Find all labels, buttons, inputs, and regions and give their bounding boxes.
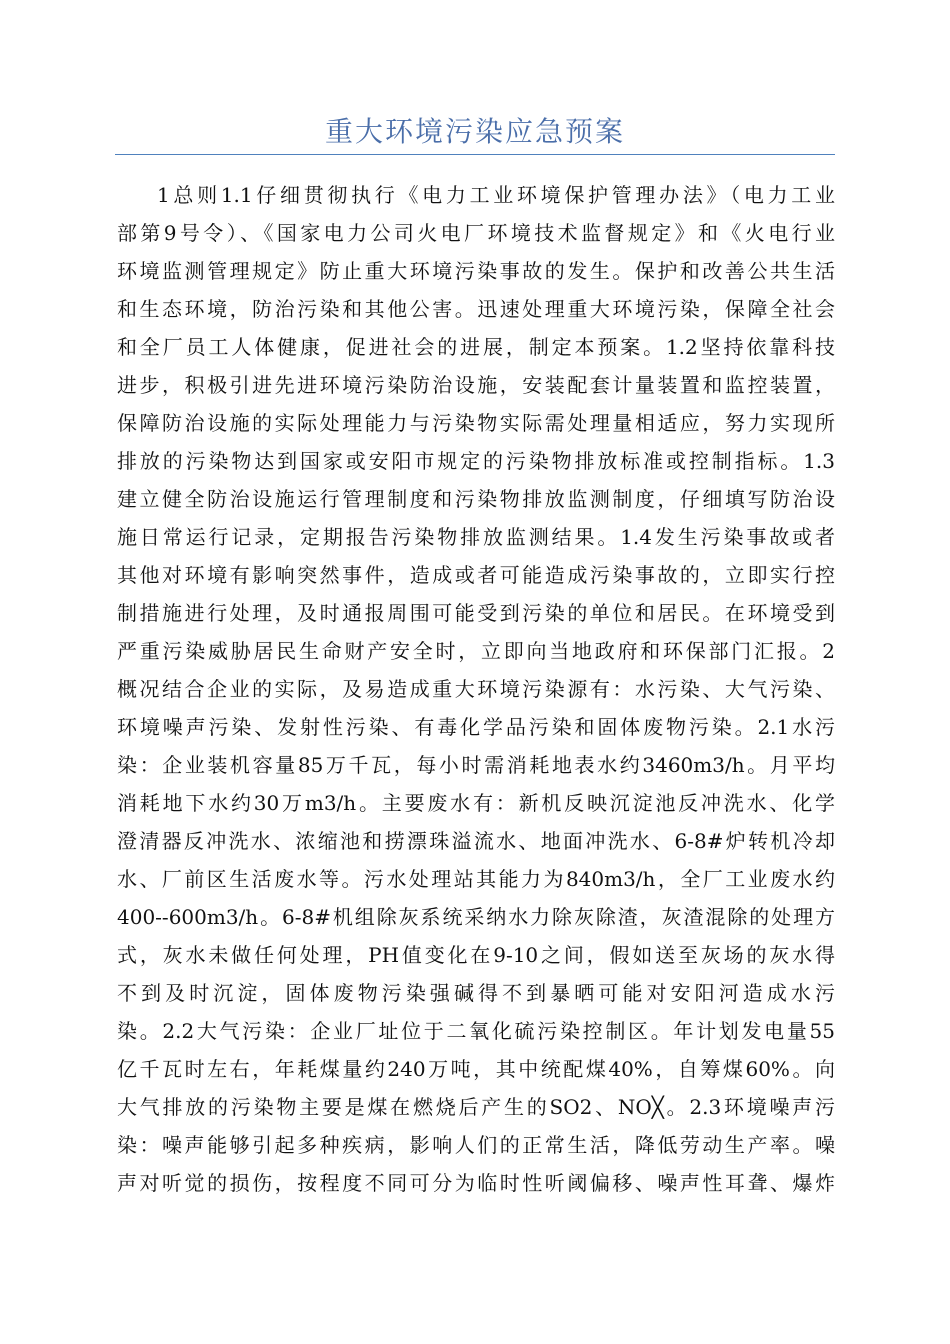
body-line: 染。2.2大气污染：企业厂址位于二氧化硫污染控制区。年计划发电量55 — [117, 1019, 835, 1043]
document-title: 重大环境污染应急预案 — [324, 115, 625, 148]
body-line: 消耗地下水约30万m3/h。主要废水有：新机反映沉淀池反冲洗水、化学 — [117, 791, 835, 815]
body-line: 保障防治设施的实际处理能力与污染物实际需处理量相适应，努力实现所 — [117, 411, 835, 435]
body-line: 澄清器反冲洗水、浓缩池和捞漂珠溢流水、地面冲洗水、6-8#炉转机冷却 — [117, 829, 835, 853]
body-line: 和生态环境，防治污染和其他公害。迅速处理重大环境污染，保障全社会 — [117, 297, 835, 321]
body-line: 亿千瓦时左右，年耗煤量约240万吨，其中统配煤40%，自筹煤60%。向 — [117, 1057, 835, 1081]
body-line: 进步，积极引进先进环境污染防治设施，安装配套计量装置和监控装置， — [117, 373, 835, 397]
body-line: 水、厂前区生活废水等。污水处理站其能力为840m3/h，全厂工业废水约 — [117, 867, 835, 891]
body-line: 环境噪声污染、发射性污染、有毒化学品污染和固体废物污染。2.1水污 — [117, 715, 835, 739]
body-line: 不到及时沉淀，固体废物污染强碱得不到暴晒可能对安阳河造成水污 — [117, 981, 835, 1005]
body-line: 染：企业装机容量85万千瓦，每小时需消耗地表水约3460m3/h。月平均 — [117, 753, 835, 777]
title-underline — [115, 154, 835, 155]
body-line: 严重污染威胁居民生命财产安全时，立即向当地政府和环保部门汇报。2 — [117, 639, 835, 663]
body-line: 部第9号令）、《国家电力公司火电厂环境技术监督规定》和《火电行业 — [117, 221, 835, 245]
body-line: 声对听觉的损伤，按程度不同可分为临时性听阈偏移、噪声性耳聋、爆炸 — [117, 1171, 835, 1195]
body-line: 其他对环境有影响突然事件，造成或者可能造成污染事故的，立即实行控 — [117, 563, 835, 587]
body-line: 施日常运行记录，定期报告污染物排放监测结果。1.4发生污染事故或者 — [117, 525, 835, 549]
body-line: 和全厂员工人体健康，促进社会的进展，制定本预案。1.2坚持依靠科技 — [117, 335, 835, 359]
body-line: 1总则1.1仔细贯彻执行《电力工业环境保护管理办法》（电力工业 — [157, 183, 835, 207]
body-line: 制措施进行处理，及时通报周围可能受到污染的单位和居民。在环境受到 — [117, 601, 835, 625]
body-line: 染：噪声能够引起多种疾病，影响人们的正常生活，降低劳动生产率。噪 — [117, 1133, 835, 1157]
body-line: 式，灰水未做任何处理，PH值变化在9-10之间，假如送至灰场的灰水得 — [117, 943, 835, 967]
body-line: 大气排放的污染物主要是煤在燃烧后产生的SO2、NO╳。2.3环境噪声污 — [117, 1095, 835, 1119]
body-line: 建立健全防治设施运行管理制度和污染物排放监测制度，仔细填写防治设 — [117, 487, 835, 511]
body-line: 排放的污染物达到国家或安阳市规定的污染物排放标准或控制指标。1.3 — [117, 449, 835, 473]
body-line: 概况结合企业的实际，及易造成重大环境污染源有：水污染、大气污染、 — [117, 677, 835, 701]
body-line: 环境监测管理规定》防止重大环境污染事故的发生。保护和改善公共生活 — [117, 259, 835, 283]
body-line: 400--600m3/h。6-8#机组除灰系统采纳水力除灰除渣，灰渣混除的处理方 — [117, 905, 835, 929]
document-body — [117, 176, 835, 1202]
